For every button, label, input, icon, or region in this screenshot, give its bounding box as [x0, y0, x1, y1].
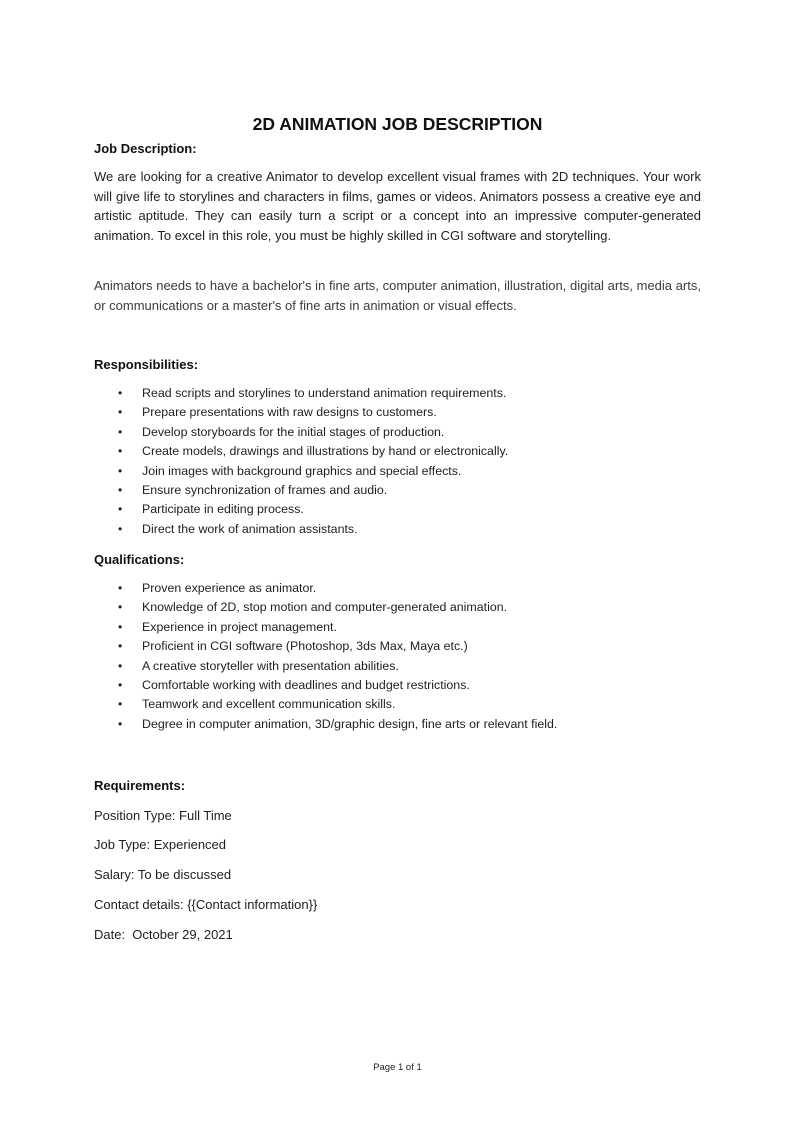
bullet-icon: • [118, 502, 123, 517]
list-item: • Participate in editing process. [94, 500, 701, 519]
bullet-icon: • [118, 619, 123, 634]
responsibilities-heading: Responsibilities: [94, 357, 199, 372]
document-title: 2D ANIMATION JOB DESCRIPTION [252, 114, 543, 134]
qualifications-heading: Qualifications: [94, 552, 185, 567]
list-item: • Knowledge of 2D, stop motion and computer-generated animation. [94, 598, 701, 617]
bullet-icon: • [118, 444, 123, 459]
qualifications-list [94, 579, 701, 734]
bullet-icon: • [118, 424, 123, 439]
bullet-icon: • [118, 581, 123, 595]
responsibilities-list [94, 384, 701, 539]
bullet-icon: • [118, 386, 123, 400]
list-item: • Experience in project management. [94, 618, 701, 637]
list-item: • A creative storyteller with presentation abilities. [94, 657, 701, 676]
list-item: • Create models, drawings and illustrations by hand or electronically. [94, 442, 701, 461]
list-item: • Teamwork and excellent communication skills. [94, 695, 701, 714]
salary-line: Salary: To be discussed [94, 867, 232, 882]
job-type-line: Job Type: Experienced [94, 837, 227, 852]
list-item: • Proven experience as animator. [94, 579, 701, 598]
list-item: • Prepare presentations with raw designs to customers. [94, 403, 701, 422]
document-page [94, 0, 701, 1122]
list-item: • Degree in computer animation, 3D/graphic design, fine arts or relevant field. [94, 715, 701, 734]
bullet-icon: • [118, 677, 123, 692]
list-item: • Ensure synchronization of frames and audio. [94, 481, 701, 500]
job-description-heading: Job Description: [94, 141, 197, 156]
bullet-icon: • [118, 716, 123, 731]
page-number-footer: Page 1 of 1 [373, 1062, 422, 1073]
bullet-icon: • [118, 482, 123, 497]
bullet-icon: • [118, 405, 123, 420]
bullet-icon: • [118, 521, 123, 536]
bullet-icon: • [118, 600, 123, 615]
list-item: • Join images with background graphics and special effects. [94, 462, 701, 481]
bullet-icon: • [118, 639, 123, 654]
requirements-heading: Requirements: [94, 778, 186, 793]
bullet-icon: • [118, 697, 123, 712]
position-type-line: Position Type: Full Time [94, 808, 232, 823]
job-description-paragraph-1: We are looking for a creative Animator to develop excellent visual frames with 2D techniques. Your work will give life to storylines and characters in films, games or videos. Animators possess a creative eye and artistic aptitude. They can easily turn a script or a concept into an impressive computer-generated animation. To excel in this role, you must be highly skilled in CGI software and storytelling. [94, 169, 701, 243]
date-line: Date: October 29, 2021 [94, 927, 233, 942]
bullet-icon: • [118, 463, 123, 478]
list-item: • Develop storyboards for the initial stages of production. [94, 423, 701, 442]
bullet-icon: • [118, 658, 123, 673]
list-item: • Proficient in CGI software (Photoshop, 3ds Max, Maya etc.) [94, 637, 701, 656]
list-item: • Read scripts and storylines to understand animation requirements. [94, 384, 701, 403]
list-item: • Direct the work of animation assistants. [94, 520, 701, 539]
list-item: • Comfortable working with deadlines and budget restrictions. [94, 676, 701, 695]
job-description-paragraph-2: Animators needs to have a bachelor's in fine arts, computer animation, illustration, digital arts, media arts, or communications or a master's of fine arts in animation or visual effects. [94, 278, 701, 313]
contact-details-line: Contact details: {{Contact information}} [94, 897, 318, 912]
